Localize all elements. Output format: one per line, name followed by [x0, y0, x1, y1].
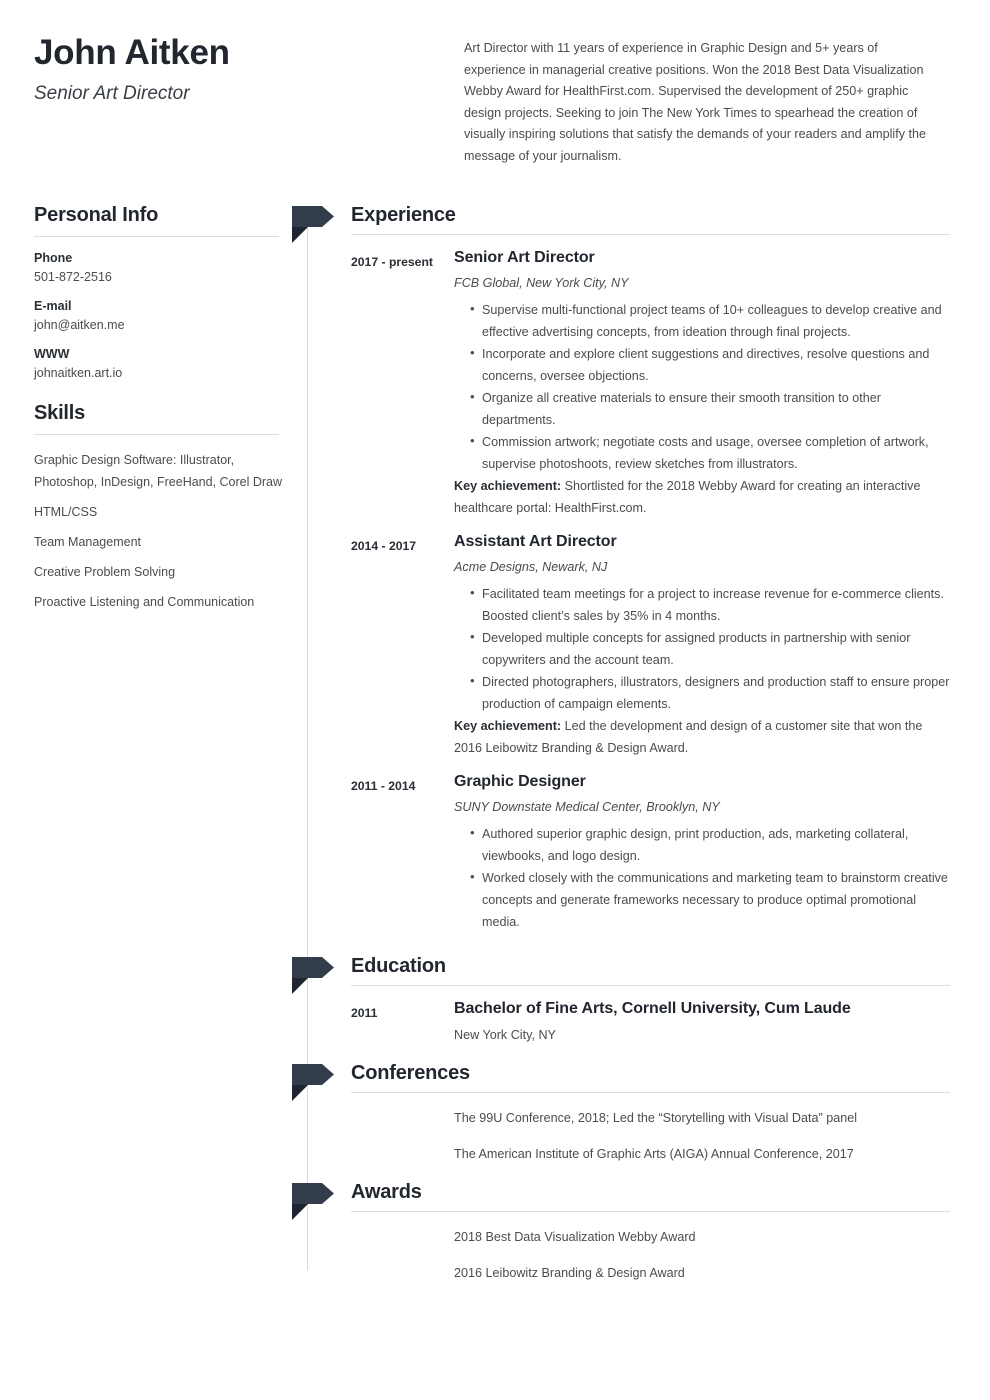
- list-item: • Commission artwork; negotiate costs and usage, oversee completion of artwork, supervise photoshoots, review sketches from illustrators.: [470, 431, 950, 475]
- job-bullets: [454, 583, 950, 715]
- job-date: 2014 - 2017: [351, 539, 417, 553]
- info-field-phone: [34, 251, 299, 284]
- page-title: John Aitken: [34, 33, 230, 72]
- sidebar: [34, 204, 319, 1284]
- key-achievement-text: Led the development and design of a customer site that won the 2016 Leibowitz Branding & Design Award.: [454, 719, 923, 755]
- job-company: FCB Global, New York City, NY: [454, 276, 629, 290]
- date-spacer: [351, 1129, 454, 1165]
- list-item: [351, 1212, 950, 1248]
- table-row: [351, 519, 950, 759]
- job-company: SUNY Downstate Medical Center, Brooklyn, NY: [454, 800, 720, 814]
- education-location: New York City, NY: [454, 1028, 556, 1042]
- conference-text: The American Institute of Graphic Arts (AIGA) Annual Conference, 2017: [454, 1147, 854, 1161]
- job-details: [454, 533, 950, 759]
- flag-marker-icon: [292, 206, 334, 244]
- list-item: [351, 1248, 950, 1284]
- section-conferences: [319, 1062, 950, 1165]
- job-key-achievement: [454, 715, 950, 759]
- list-item: Graphic Design Software: Illustrator, Photoshop, InDesign, FreeHand, Corel Draw: [34, 453, 283, 489]
- experience-heading: Experience: [351, 204, 456, 226]
- email-value[interactable]: john@aitken.me: [34, 318, 125, 332]
- award-text: 2018 Best Data Visualization Webby Award: [454, 1230, 696, 1244]
- job-details: [454, 249, 950, 519]
- resume-header: [0, 0, 990, 167]
- www-value[interactable]: johnaitken.art.io: [34, 366, 123, 380]
- award-text: 2016 Leibowitz Branding & Design Award: [454, 1266, 685, 1280]
- main-content: [319, 204, 950, 1284]
- header-identity: [34, 28, 464, 167]
- job-date: 2017 - present: [351, 255, 433, 269]
- flag-marker-icon: [292, 957, 334, 995]
- conferences-divider: [351, 1092, 950, 1093]
- key-achievement-label: Key achievement:: [454, 479, 562, 493]
- list-item: • Developed multiple concepts for assigned products in partnership with senior copywriters and the account team.: [470, 627, 950, 671]
- date-spacer: [351, 1248, 454, 1284]
- personal-info-divider: [34, 236, 279, 237]
- header-summary-block: [464, 28, 950, 167]
- phone-label: Phone: [34, 251, 73, 265]
- flag-marker-icon: [292, 1064, 334, 1102]
- awards-header: [319, 1181, 950, 1212]
- skills-section: [34, 402, 299, 613]
- personal-info-heading: Personal Info: [34, 204, 159, 226]
- conferences-heading: Conferences: [351, 1062, 470, 1084]
- list-item: • Organize all creative materials to ensure their smooth transition to other departments.: [470, 387, 950, 431]
- flag-marker-icon: [292, 1183, 334, 1221]
- list-item: • Worked closely with the communications and marketing team to brainstorm creative concepts and generate frameworks necessary to produce optimal promotional media.: [470, 867, 950, 933]
- info-field-email: [34, 299, 299, 332]
- list-item: [351, 1129, 950, 1165]
- phone-value[interactable]: 501-872-2516: [34, 270, 112, 284]
- list-item: Team Management: [34, 535, 142, 549]
- education-details: [454, 1000, 950, 1046]
- table-row: [351, 759, 950, 933]
- job-title: Senior Art Director: [454, 249, 595, 266]
- experience-header: [319, 204, 950, 235]
- skills-heading: Skills: [34, 402, 86, 424]
- job-title: Assistant Art Director: [454, 533, 617, 550]
- education-heading: Education: [351, 955, 446, 977]
- list-item: Proactive Listening and Communication: [34, 595, 255, 609]
- list-item: • Supervise multi-functional project teams of 10+ colleagues to develop creative and effective advertising concepts, from ideation through final projects.: [470, 299, 950, 343]
- experience-divider: [351, 234, 950, 235]
- job-title: Graphic Designer: [454, 773, 586, 790]
- table-row: [351, 235, 950, 519]
- experience-entries: [319, 235, 950, 933]
- awards-heading: Awards: [351, 1181, 422, 1203]
- date-spacer: [351, 1212, 454, 1248]
- resume-body: [0, 204, 990, 1284]
- section-awards: [319, 1181, 950, 1284]
- personal-info-section: [34, 204, 299, 380]
- email-label: E-mail: [34, 299, 72, 313]
- skills-divider: [34, 434, 279, 435]
- header-subtitle: Senior Art Director: [34, 82, 190, 104]
- conference-text: The 99U Conference, 2018; Led the “Storytelling with Visual Data” panel: [454, 1111, 858, 1125]
- job-bullets: [454, 299, 950, 475]
- awards-divider: [351, 1211, 950, 1212]
- job-company: Acme Designs, Newark, NJ: [454, 560, 608, 574]
- education-divider: [351, 985, 950, 986]
- section-education: [319, 955, 950, 1046]
- key-achievement-label: Key achievement:: [454, 719, 562, 733]
- awards-entries: [319, 1212, 950, 1284]
- list-item: • Directed photographers, illustrators, designers and production staff to ensure proper production of campaign elements.: [470, 671, 950, 715]
- list-item: • Incorporate and explore client suggestions and directives, resolve questions and concerns, oversee objections.: [470, 343, 950, 387]
- timeline-rail: [307, 226, 308, 1270]
- education-date: 2011: [351, 1006, 378, 1020]
- education-header: [319, 955, 950, 986]
- job-details: [454, 773, 950, 933]
- key-achievement-text: Shortlisted for the 2018 Webby Award for creating an interactive healthcare portal: HealthFirst.com.: [454, 479, 921, 515]
- list-item: Creative Problem Solving: [34, 565, 176, 579]
- table-row: [351, 986, 950, 1046]
- degree-title: Bachelor of Fine Arts, Cornell University, Cum Laude: [454, 1000, 851, 1017]
- list-item: • Authored superior graphic design, print production, ads, marketing collateral, viewbooks, and logo design.: [470, 823, 950, 867]
- conferences-entries: [319, 1093, 950, 1165]
- job-date: 2011 - 2014: [351, 779, 416, 793]
- professional-summary: Art Director with 11 years of experience in Graphic Design and 5+ years of experience in managerial creative positions. Won the 2018 Best Data Visualization Webby Award for HealthFirst.com. Supervised the development of 250+ graphic design projects. Seeking to join The New York Times to spearhead the creation of visually inspiring solutions that satisfy the demands of your readers and amplify the message of your journalism.: [464, 41, 927, 163]
- job-bullets: [454, 823, 950, 933]
- conferences-header: [319, 1062, 950, 1093]
- education-entries: [319, 986, 950, 1046]
- info-field-www: [34, 347, 299, 380]
- list-item: • Facilitated team meetings for a project to increase revenue for e-commerce clients. Boosted client’s sales by 35% in 4 months.: [470, 583, 950, 627]
- list-item: HTML/CSS: [34, 505, 98, 519]
- section-experience: [319, 204, 950, 933]
- list-item: [351, 1093, 950, 1129]
- job-key-achievement: [454, 475, 950, 519]
- date-spacer: [351, 1093, 454, 1129]
- www-label: WWW: [34, 347, 70, 361]
